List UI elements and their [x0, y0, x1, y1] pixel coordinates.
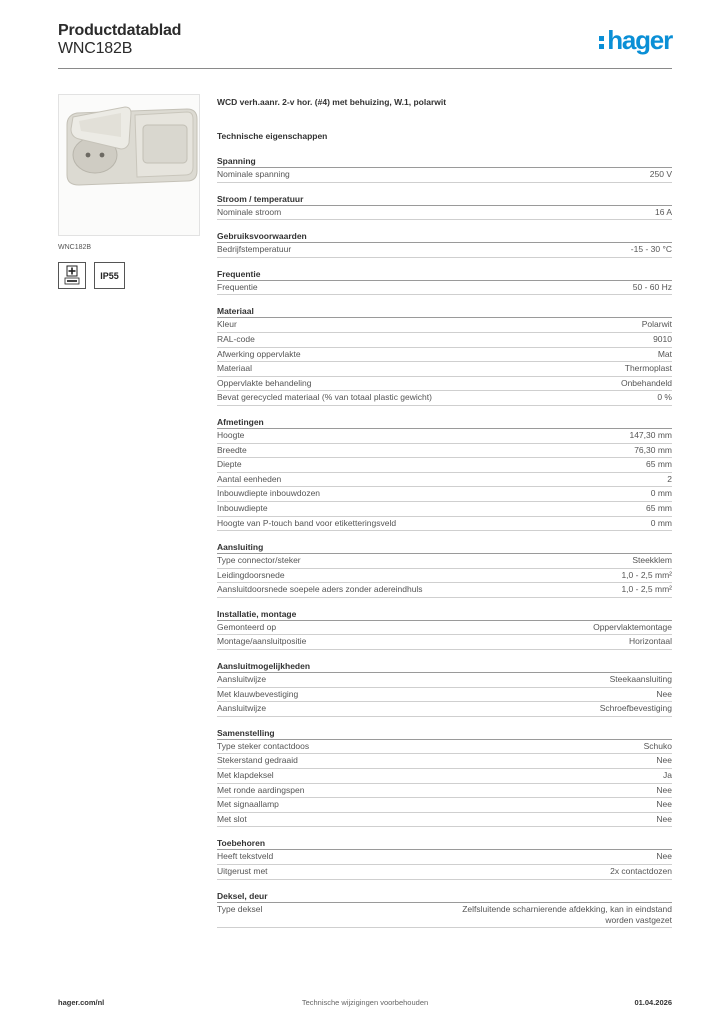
- section-title: Afmetingen: [217, 416, 672, 429]
- section-title: Samenstelling: [217, 727, 672, 740]
- spec-label: Breedte: [217, 444, 247, 455]
- spec-label: Nominale spanning: [217, 169, 290, 179]
- spec-section: [217, 608, 672, 650]
- spec-label: Met ronde aardingspen: [217, 784, 305, 795]
- spec-label: Met signaallamp: [217, 799, 279, 810]
- hager-logo: [599, 27, 672, 53]
- section-title: Frequentie: [217, 268, 672, 281]
- spec-label: Bevat gerecycled materiaal (% van totaal plastic gewicht): [217, 392, 432, 403]
- product-image: [58, 94, 200, 236]
- spec-sections: [217, 155, 672, 928]
- spec-label: Afwerking oppervlakte: [217, 348, 301, 359]
- spec-value: Thermoplast: [624, 363, 672, 374]
- spec-row: [217, 517, 672, 532]
- spec-row: [217, 362, 672, 377]
- spec-label: Met klauwbevestiging: [217, 688, 299, 699]
- spec-label: Aansluitwijze: [217, 674, 267, 685]
- spec-value: Zelfsluitende scharnierende afdekking, kan in eindstand worden vastgezet: [462, 903, 672, 926]
- spec-value: Horizontaal: [629, 636, 672, 647]
- spec-row: [217, 348, 672, 363]
- spec-label: Type connector/steker: [217, 555, 301, 566]
- spec-value: 2x contactdozen: [610, 866, 672, 876]
- spec-label: RAL-code: [217, 333, 255, 344]
- spec-label: Heeft tekstveld: [217, 851, 274, 862]
- spec-row: [217, 673, 672, 688]
- spec-row: [217, 429, 672, 444]
- spec-label: Materiaal: [217, 363, 252, 374]
- spec-value: 250 V: [649, 169, 672, 179]
- spec-row: [217, 583, 672, 598]
- spec-row: [217, 318, 672, 333]
- spec-label: Type steker contactdoos: [217, 740, 310, 751]
- spec-row: [217, 702, 672, 717]
- spec-row: [217, 784, 672, 799]
- spec-row: [217, 444, 672, 459]
- spec-value: Nee: [656, 799, 672, 810]
- spec-label: Frequentie: [217, 281, 258, 292]
- spec-row: [217, 473, 672, 488]
- spec-label: Stekerstand gedraaid: [217, 755, 298, 766]
- spec-value: 16 A: [654, 206, 672, 217]
- section-title: Toebehoren: [217, 837, 672, 850]
- spec-value: 76,30 mm: [634, 444, 672, 455]
- spec-label: Inbouwdiepte: [217, 502, 268, 513]
- certification-mark: [59, 263, 85, 288]
- spec-row: [217, 502, 672, 517]
- spec-label: Aantal eenheden: [217, 473, 282, 484]
- spec-row: [217, 813, 672, 828]
- spec-row: [217, 569, 672, 584]
- spec-value: 2: [667, 473, 672, 484]
- product-description: WCD verh.aanr. 2-v hor. (#4) met behuizing, W.1, polarwit: [217, 97, 447, 107]
- spec-label: Bedrijfstemperatuur: [217, 244, 292, 255]
- spec-value: Ja: [663, 770, 672, 781]
- document-date: 01.04.2026: [634, 998, 672, 1007]
- spec-value: Polarwit: [641, 319, 672, 330]
- product-code: WNC182B: [58, 40, 133, 57]
- spec-value: Oppervlaktemontage: [593, 621, 672, 632]
- section-title: Aansluitmogelijkheden: [217, 660, 672, 673]
- spec-row: [217, 168, 672, 183]
- spec-section: [217, 660, 672, 717]
- spec-row: [217, 333, 672, 348]
- image-caption: WNC182B: [58, 244, 92, 251]
- spec-label: Aansluitdoorsnede soepele aders zonder adereindhuls: [217, 584, 423, 595]
- spec-row: [217, 554, 672, 569]
- spec-label: Type deksel: [217, 903, 263, 914]
- technical-properties-heading: Technische eigenschappen: [217, 131, 328, 141]
- spec-value: 0 mm: [650, 517, 672, 528]
- section-title: Aansluiting: [217, 541, 672, 554]
- spec-row: [217, 391, 672, 406]
- spec-row: [217, 769, 672, 784]
- spec-row: [217, 206, 672, 221]
- spec-section: [217, 416, 672, 531]
- spec-label: Met klapdeksel: [217, 770, 274, 781]
- spec-section: [217, 727, 672, 828]
- spec-label: Gemonteerd op: [217, 621, 277, 632]
- spec-value: Steekaansluiting: [609, 674, 672, 685]
- header-divider: [58, 68, 672, 69]
- socket-illustration: [59, 95, 200, 236]
- spec-label: Kleur: [217, 319, 237, 330]
- page-footer: [58, 998, 672, 1010]
- spec-label: Aansluitwijze: [217, 703, 267, 714]
- spec-value: 9010: [653, 333, 672, 344]
- spec-row: [217, 850, 672, 865]
- spec-label: Uitgerust met: [217, 866, 268, 876]
- spec-section: [217, 890, 672, 928]
- spec-section: [217, 155, 672, 183]
- spec-label: Hoogte: [217, 429, 245, 440]
- spec-label: Hoogte van P-touch band voor etiketteringsveld: [217, 517, 397, 528]
- spec-label: Met slot: [217, 813, 247, 824]
- section-title: Spanning: [217, 155, 672, 168]
- spec-value: Onbehandeld: [620, 377, 672, 388]
- spec-value: 50 - 60 Hz: [632, 281, 672, 292]
- spec-label: Leidingdoorsnede: [217, 569, 285, 580]
- spec-value: Nee: [656, 755, 672, 766]
- spec-row: [217, 798, 672, 813]
- spec-value: Mat: [657, 348, 672, 359]
- disclaimer-text: Technische wijzigingen voorbehouden: [301, 998, 429, 1007]
- spec-section: [217, 193, 672, 221]
- spec-section: [217, 268, 672, 296]
- section-title: Stroom / temperatuur: [217, 193, 672, 206]
- spec-section: [217, 230, 672, 258]
- spec-value: 1,0 - 2,5 mm²: [621, 584, 672, 595]
- spec-row: [217, 865, 672, 880]
- spec-value: Nee: [656, 851, 672, 862]
- spec-value: 0 mm: [650, 488, 672, 499]
- spec-row: [217, 281, 672, 296]
- logo-text: hager: [607, 25, 672, 55]
- document-title: Productdatablad: [58, 22, 182, 39]
- spec-label: Inbouwdiepte inbouwdozen: [217, 488, 321, 499]
- spec-row: [217, 740, 672, 755]
- section-title: Installatie, montage: [217, 608, 672, 621]
- spec-row: [217, 621, 672, 636]
- spec-label: Nominale stroom: [217, 206, 282, 217]
- spec-row: [217, 635, 672, 650]
- spec-value: Schroefbevestiging: [599, 703, 672, 714]
- spec-value: Steekklem: [632, 555, 672, 566]
- spec-label: Montage/aansluitpositie: [217, 636, 307, 647]
- ip-rating-badge: IP55: [94, 262, 125, 289]
- spec-value: -15 - 30 °C: [630, 244, 672, 255]
- section-title: Gebruiksvoorwaarden: [217, 230, 672, 243]
- spec-row: [217, 487, 672, 502]
- section-title: Deksel, deur: [217, 890, 672, 903]
- spec-row: [217, 458, 672, 473]
- spec-value: 65 mm: [646, 502, 672, 513]
- section-title: Materiaal: [217, 305, 672, 318]
- page-header: [58, 22, 672, 68]
- spec-value: Nee: [656, 688, 672, 699]
- spec-row: [217, 754, 672, 769]
- spec-content: [217, 96, 672, 938]
- logo-colon-mark: [599, 27, 606, 53]
- spec-row: [217, 243, 672, 258]
- spec-label: Oppervlakte behandeling: [217, 377, 312, 388]
- spec-label: Diepte: [217, 459, 242, 470]
- website-link[interactable]: hager.com/nl: [58, 998, 105, 1007]
- spec-value: Nee: [656, 784, 672, 795]
- spec-value: 0 %: [657, 392, 672, 403]
- spec-value: 1,0 - 2,5 mm²: [621, 569, 672, 580]
- spec-row: [217, 688, 672, 703]
- spec-section: [217, 541, 672, 598]
- spec-value: 65 mm: [646, 459, 672, 470]
- class-ii-certification-icon: [58, 262, 86, 289]
- spec-value: 147,30 mm: [629, 429, 672, 440]
- spec-value: Nee: [656, 813, 672, 824]
- spec-section: [217, 305, 672, 406]
- spec-row: [217, 377, 672, 392]
- spec-value: Schuko: [643, 740, 672, 751]
- spec-row: [217, 903, 672, 928]
- spec-section: [217, 837, 672, 879]
